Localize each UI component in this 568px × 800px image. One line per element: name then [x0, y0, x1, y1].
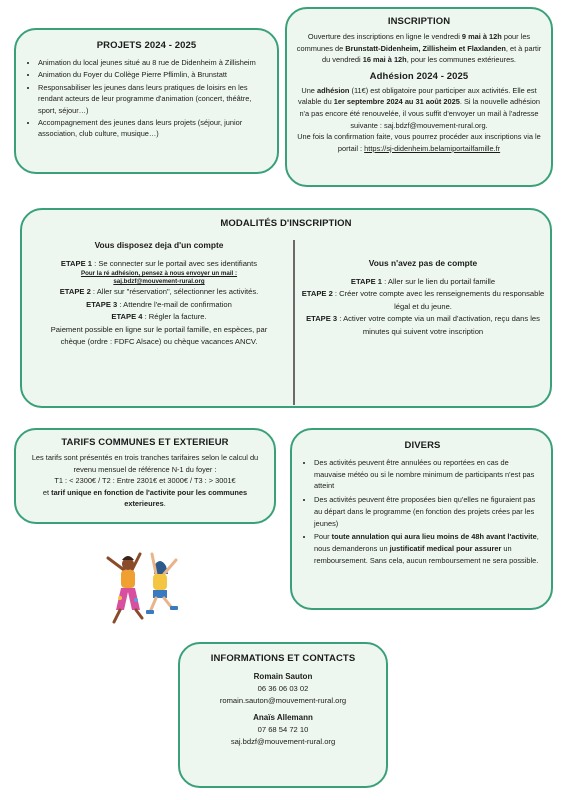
step-label: ETAPE 1: [60, 259, 93, 268]
validity-period: 1er septembre 2024 au 31 août 2025: [333, 97, 460, 107]
step-4: [30, 311, 288, 323]
text: un remboursement. Sans cela, aucun remboursement ne sera possible.: [314, 543, 539, 565]
tarifs-intro: Les tarifs sont présentés en trois tranches tarifaires selon le calcul du revenu mensuel de référence N-1 du foyer :: [31, 453, 259, 474]
portal-link[interactable]: https://sj-didenheim.belamiportailfamille.fr: [364, 143, 501, 153]
divers-title: DIVERS: [404, 440, 441, 451]
tarifs-brackets: T1 : < 2300€ / T2 : Entre 2301€ et 3000€ / T3 : > 3001€: [54, 476, 236, 486]
list-item: • Responsabiliser les jeunes dans leurs pratiques de loisirs en les rendant acteurs de leur programme d'animation (concert, théâtre, sport, séjour…): [38, 82, 265, 116]
modalites-title: MODALITÉS D'INSCRIPTION: [220, 218, 352, 229]
text: .: [163, 499, 166, 509]
adhesion-paragraph: [295, 85, 543, 131]
step-text: : Régler la facture.: [142, 312, 207, 322]
contact-name: Romain Sauton: [253, 672, 313, 681]
contact-phone[interactable]: 07 68 54 72 10: [257, 724, 309, 734]
step-text: : Créer votre compte avec les renseignements du responsable légal et du jeune.: [332, 289, 545, 311]
text: et: [42, 487, 52, 497]
list-item: • Des activités peuvent être annulées ou reportées en cas de mauvaise météo ou si le nombre minimum de participants n'est pas atteint: [314, 457, 541, 492]
text: Pour: [314, 532, 332, 542]
step-1: [300, 276, 546, 288]
contact-1: [186, 671, 380, 708]
text: pour les communes de: [296, 32, 531, 53]
existing-account-steps: [30, 258, 288, 348]
step-2: [300, 288, 546, 313]
text: . Si la nouvelle adhésion n'a pas encore été renouvelée, il vous suffit d'envoyer un mail à l'adresse suivante : saj.bdzf@mouvement-rural.org.: [299, 97, 540, 130]
step-2: [30, 286, 288, 298]
text: , et à partir du vendredi: [322, 43, 542, 65]
date-members: 9 mai à 12h: [461, 32, 502, 41]
readhesion-note: [30, 270, 288, 278]
list-item: • Animation du local jeunes situé au 8 rue de Didenheim à Zillisheim: [38, 57, 265, 68]
date-external: 16 mai à 12h: [362, 55, 407, 65]
contact-name: Anaïs Allemann: [253, 712, 313, 722]
text: , pour les communes extérieures.: [406, 55, 516, 65]
projets-list: [28, 57, 265, 140]
inscription-section: [285, 7, 553, 187]
projets-section: [14, 28, 279, 174]
text-bold: tarif unique en fonction de l'activite pour les communes exterieures: [51, 487, 248, 509]
existing-account-column: [30, 240, 288, 348]
step-text: : Aller sur "réservation", sélectionner les activités.: [90, 287, 259, 297]
tarifs-external: [24, 487, 266, 510]
list-item: • Accompagnement des jeunes dans leurs projets (séjour, junior association, club culture, musique…): [38, 117, 265, 140]
contact-email[interactable]: romain.sauton@mouvement-rural.org: [219, 696, 347, 706]
modalites-section: [20, 208, 552, 408]
step-3: [30, 299, 288, 311]
new-account-column: [300, 258, 546, 338]
contact-phone[interactable]: 06 36 06 03 02: [257, 684, 309, 694]
column-divider: [293, 240, 295, 405]
list-item: • Animation du Foyer du Collège Pierre Pflimlin, à Brunstatt: [38, 69, 265, 80]
step-3: [300, 313, 546, 338]
text: (11€) est obligatoire pour participer aux activités. Elle est valable du: [298, 85, 537, 107]
text-bold: toute annulation qui aura lieu moins de 48h avant l'activite: [331, 532, 537, 542]
text-bold: justificatif medical pour assurer: [389, 543, 502, 553]
step-text: : Activer votre compte via un mail d'activation, reçu dans les minutes qui suivent votre inscription: [337, 314, 540, 336]
portal-paragraph: [295, 131, 543, 154]
text: Une: [301, 85, 317, 95]
step-label: ETAPE 3: [86, 299, 118, 309]
inscription-paragraph: [295, 31, 543, 66]
step-1: [30, 258, 288, 270]
jumping-kids-illustration: [96, 544, 192, 640]
step-text: : Attendre l'e-mail de confirmation: [117, 299, 232, 309]
step-label: ETAPE 4: [111, 312, 143, 322]
contact-email[interactable]: saj.bdzf@mouvement-rural.org: [230, 737, 336, 747]
tarifs-section: [14, 428, 276, 524]
step-text: : Se connecter sur le portail avec ses identifiants: [92, 259, 258, 268]
step-label: ETAPE 1: [350, 277, 382, 286]
note-text: Pour la ré adhésion, pensez à nous envoyer un mail :: [80, 270, 238, 278]
divers-list: [304, 457, 541, 566]
step-label: ETAPE 2: [59, 287, 91, 297]
step-label: ETAPE 3: [306, 314, 338, 324]
adhesion-title: Adhésion 2024 - 2025: [369, 70, 469, 82]
divers-section: [290, 428, 553, 610]
tarifs-title: TARIFS COMMUNES ET EXTERIEUR: [61, 437, 229, 448]
tarifs-text: [24, 452, 266, 510]
text: , nous demanderons un: [314, 532, 539, 553]
inscription-title: INSCRIPTION: [387, 16, 451, 27]
text-bold: adhésion: [316, 85, 350, 95]
text: Ouverture des inscriptions en ligne le vendredi: [307, 32, 462, 41]
text: Une fois la confirmation faite, vous pourrez procéder aux inscriptions via le portail :: [297, 132, 541, 153]
contact-2: [186, 712, 380, 749]
payment-info: Paiement possible en ligne sur le portail famille, en espèces, par chèque (ordre : FDFC Alsace) ou chèque vacances ANCV.: [50, 324, 268, 347]
readhesion-email: [30, 278, 288, 286]
step-text: : Aller sur le lien du portail famille: [381, 277, 496, 286]
existing-account-heading: Vous disposez deja d'un compte: [94, 240, 224, 250]
list-item: [314, 531, 541, 566]
contacts-title: INFORMATIONS ET CONTACTS: [210, 653, 356, 664]
communes: Brunstatt-Didenheim, Zillisheim et Flaxlanden: [345, 43, 506, 53]
new-account-heading: Vous n'avez pas de compte: [368, 258, 478, 268]
projets-title: PROJETS 2024 - 2025: [96, 40, 197, 51]
list-item: • Des activités peuvent être proposées bien qu'elles ne figuraient pas au départ dans le programme (en fonction des projets crées par les jeunes): [314, 494, 541, 529]
new-account-steps: [300, 276, 546, 338]
step-label: ETAPE 2: [301, 289, 333, 299]
contacts-section: [178, 642, 388, 788]
note-email[interactable]: saj.bdzf@mouvement-rural.org: [113, 278, 205, 286]
